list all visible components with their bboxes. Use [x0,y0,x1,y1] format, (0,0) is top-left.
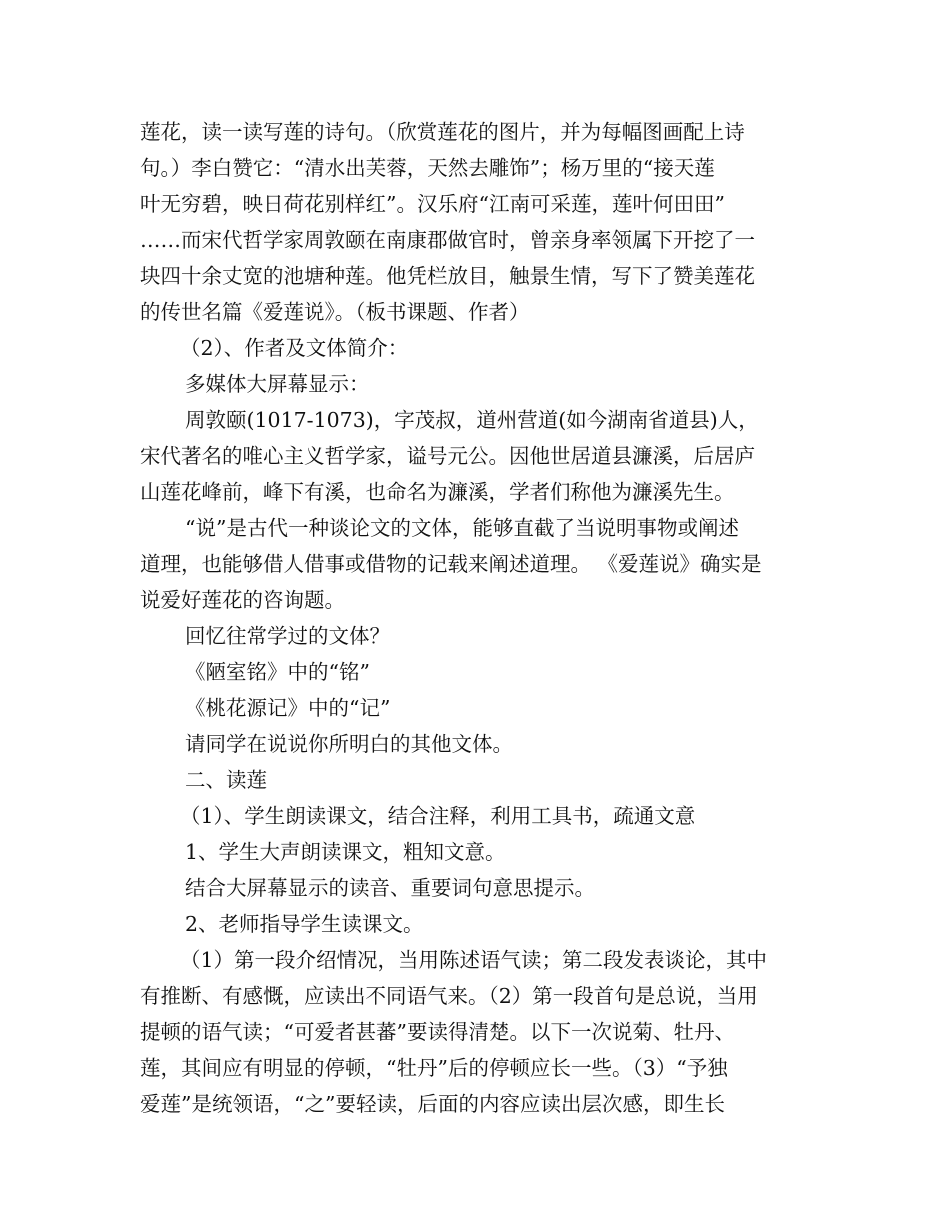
text-line: 说爱好莲花的咨询题。 [140,588,345,612]
text-line: 道理，也能够借人借事或借物的记载来阐述道理。 《爱莲说》确实是 [140,552,762,576]
text-line: 块四十余丈宽的池塘种莲。他凭栏放目，触景生情，写下了赞美莲花 [140,264,755,288]
text-line: 结合大屏幕显示的读音、重要词句意思提示。 [185,876,595,900]
text-line: “说”是古代一种谈论文的文体，能够直截了当说明事物或阐述 [185,516,739,540]
text-line: 爱莲”是统领语，“之”要轻读，后面的内容应读出层次感，即生长 [140,1092,725,1116]
text-line: 《陋室铭》中的“铭” [185,660,370,684]
text-line: （1）、学生朗读课文，结合注释，利用工具书，疏通文意 [180,804,696,828]
text-line: （1）第一段介绍情况，当用陈述语气读；第二段发表谈论，其中 [180,948,768,972]
text-line: 回忆往常学过的文体？ [185,624,390,648]
text-line: 宋代著名的唯心主义哲学家，谥号元公。因他世居道县濂溪，后居庐 [140,444,755,468]
text-line: 莲，其间应有明显的停顿，“牡丹”后的停顿应长一些。（3）“予独 [140,1056,728,1080]
text-line: 有推断、有感慨，应读出不同语气来。（2）第一段首句是总说，当用 [140,984,758,1008]
text-line: 提顿的语气读；“可爱者甚蕃”要读得清楚。以下一次说菊、牡丹、 [140,1020,735,1044]
text-line: 莲花，读一读写莲的诗句。（欣赏莲花的图片，并为每幅图画配上诗 [140,120,745,144]
text-line: 句。）李白赞它：“清水出芙蓉，天然去雕饰”；杨万里的“接天莲 [140,156,715,180]
text-line: 请同学在说说你所明白的其他文体。 [185,732,513,756]
text-line: 叶无穷碧，映日荷花别样红”。汉乐府“江南可采莲，莲叶何田田” [140,192,725,216]
section-heading: （2）、作者及文体简介： [180,336,409,360]
text-line: 1、学生大声朗读课文，粗知文意。 [185,840,506,864]
text-line: 2、老师指导学生读课文。 [185,912,424,936]
text-line: 周敦颐(1017-1073)，字茂叔，道州营道(如今湖南省道县)人， [185,408,759,432]
section-heading: 二、读莲 [185,768,267,792]
text-line: 山莲花峰前，峰下有溪，也命名为濂溪，学者们称他为濂溪先生。 [140,480,735,504]
text-line: ……而宋代哲学家周敦颐在南康郡做官时，曾亲身率领属下开挖了一 [140,228,755,252]
text-line: 《桃花源记》中的“记” [185,696,391,720]
text-line: 的传世名篇《爱莲说》。（板书课题、作者） [140,300,530,324]
text-line: 多媒体大屏幕显示： [185,372,370,396]
